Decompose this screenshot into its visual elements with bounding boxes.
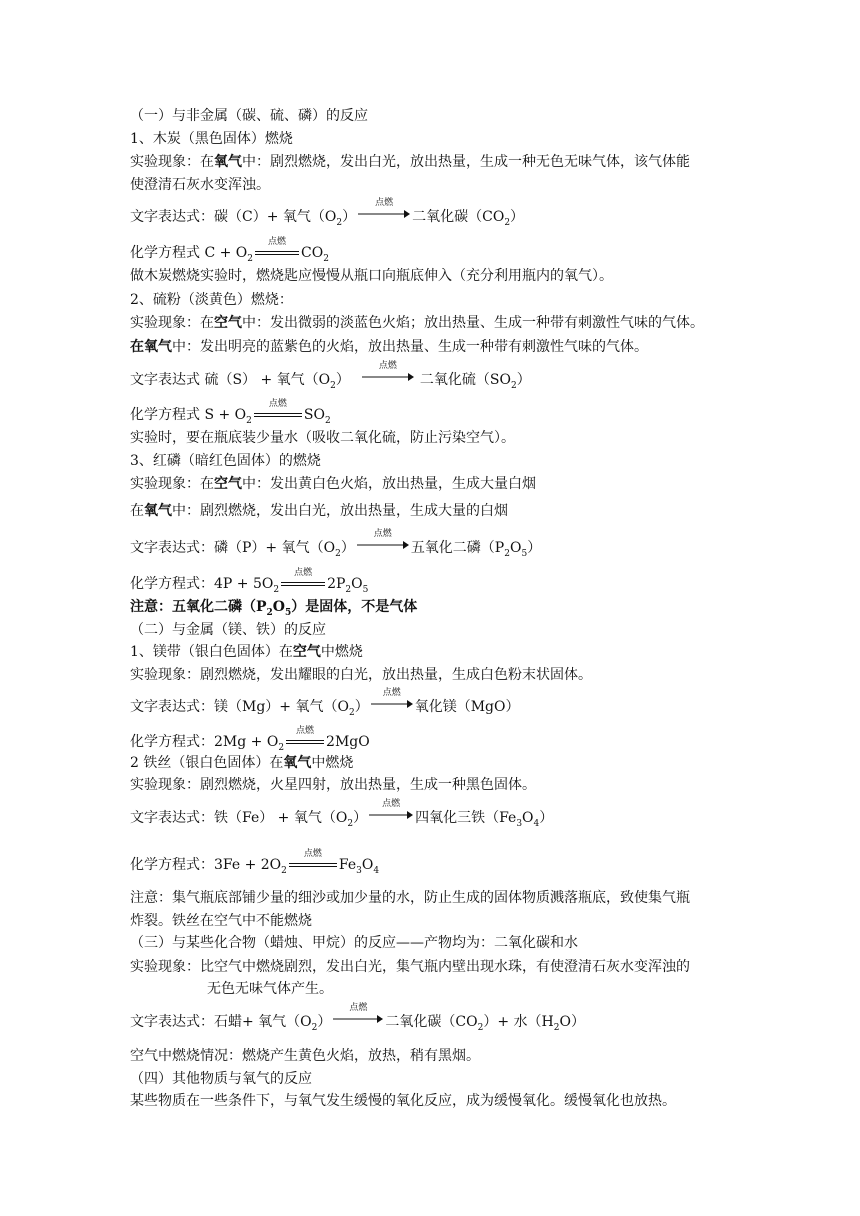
text-line: 某些物质在一些条件下，与氧气发生缓慢的氧化反应，成为缓慢氧化。缓慢氧化也放热。 <box>130 1093 676 1109</box>
text-line: 使澄清石灰水变浑浊。 <box>130 177 270 193</box>
note-bold: 注意：五氧化二磷$(P_2O_5)$是固体，不是气体 <box>130 599 418 618</box>
chemical-equation-carbon: 化学方程式 $C + O_2$ 点燃 $CO_2$ <box>130 237 329 264</box>
equals-sign: 点燃 <box>255 243 299 257</box>
subheading-iron: 2 铁丝（银白色固体）在氧气中燃烧 <box>130 755 354 771</box>
word-equation-iron: 文字表达式：铁（Fe） + 氧气$(O_2)$ 点燃 四氧化三铁$(Fe_3O_4)$ <box>130 799 554 829</box>
reaction-arrow: 点燃 <box>371 697 413 711</box>
reaction-arrow: 点燃 <box>362 370 414 384</box>
section-heading-4: （四）其他物质与氧气的反应 <box>130 1071 312 1087</box>
equals-sign: 点燃 <box>289 855 337 869</box>
text-line: 实验现象：剧烈燃烧，发出耀眼的白光，放出热量，生成白色粉末状固体。 <box>130 667 592 683</box>
text-line: 实验现象：在氧气中：剧烈燃烧，发出白光，放出热量，生成一种无色无味气体，该气体能 <box>130 154 690 170</box>
chemical-equation-phosphorus: 化学方程式：$4P + 5O_2$ 点燃 $2P_2O_5$ <box>130 568 369 595</box>
reaction-arrow: 点燃 <box>358 207 410 221</box>
text-line: 实验现象：在空气中：发出微弱的淡蓝色火焰；放出热量、生成一种带有刺激性气味的气体。 <box>130 315 704 331</box>
reaction-arrow: 点燃 <box>357 538 409 552</box>
equals-sign: 点燃 <box>281 574 325 588</box>
reaction-arrow: 点燃 <box>369 808 413 822</box>
word-equation-carbon: 文字表达式：碳（C）+ 氧气$(O_2)$ 点燃 二氧化碳$(CO_2)$ <box>130 198 525 228</box>
chemical-equation-sulfur: 化学方程式 $S + O_2$ 点燃 $SO_2$ <box>130 399 331 426</box>
section-heading-2: （二）与金属（镁、铁）的反应 <box>130 622 326 638</box>
text-line: 实验时，要在瓶底装少量水（吸收二氧化硫，防止污染空气）。 <box>130 430 515 446</box>
equals-sign: 点燃 <box>286 732 324 746</box>
subheading-phosphorus: 3、红磷（暗红色固体）的燃烧 <box>130 453 321 469</box>
subheading-sulfur: 2、硫粉（淡黄色）燃烧： <box>130 292 293 308</box>
equals-sign: 点燃 <box>254 405 302 419</box>
text-line: 实验现象：在空气中：发出黄白色火焰，放出热量，生成大量白烟 <box>130 476 536 492</box>
text-line: 空气中燃烧情况：燃烧产生黄色火焰，放热，稍有黑烟。 <box>130 1048 480 1064</box>
subheading-magnesium: 1、镁带（银白色固体）在空气中燃烧 <box>130 644 363 660</box>
text-line: 实验现象：剧烈燃烧，火星四射，放出热量，生成一种黑色固体。 <box>130 777 536 793</box>
section-heading-1: （一）与非金属（碳、硫、磷）的反应 <box>130 108 368 124</box>
text-line: 做木炭燃烧实验时，燃烧匙应慢慢从瓶口向瓶底伸入（充分利用瓶内的氧气）。 <box>130 268 613 284</box>
reaction-arrow: 点燃 <box>333 1012 383 1026</box>
chemical-equation-magnesium: 化学方程式：$2Mg + O_2$ 点燃 2MgO <box>130 726 370 753</box>
word-equation-paraffin: 文字表达式：石蜡+ 氧气$(O_2)$ 点燃 二氧化碳$(CO_2)+$ 水$(H_2O)$ <box>130 1003 585 1033</box>
section-heading-3: （三）与某些化合物（蜡烛、甲烷）的反应——产物均为：二氧化碳和水 <box>130 935 578 951</box>
word-equation-magnesium: 文字表达式：镁（Mg）+ 氧气$(O_2)$ 点燃 氧化镁（MgO） <box>130 688 520 718</box>
word-equation-sulfur: 文字表达式 硫（S） + 氧气$(O_2)$ 点燃 二氧化硫$(SO_2)$ <box>130 361 531 391</box>
text-line: 注意：集气瓶底部铺少量的细沙或加少量的水，防止生成的固体物质溅落瓶底，致使集气瓶 <box>130 890 690 906</box>
text-line: 在氧气中：剧烈燃烧，发出白光，放出热量，生成大量的白烟 <box>130 503 508 519</box>
text-line: 炸裂。铁丝在空气中不能燃烧 <box>130 913 312 929</box>
text-line: 实验现象：比空气中燃烧剧烈，发出白光，集气瓶内壁出现水珠，有使澄清石灰水变浑浊的 <box>130 959 690 975</box>
text-line: 在氧气中：发出明亮的蓝紫色的火焰，放出热量、生成一种带有刺激性气味的气体。 <box>130 339 648 355</box>
word-equation-phosphorus: 文字表达式：磷（P）+ 氧气$(O_2)$ 点燃 五氧化二磷$(P_2O_5)$ <box>130 529 542 559</box>
text-line: 无色无味气体产生。 <box>207 981 333 997</box>
chemical-equation-iron: 化学方程式：$3Fe + 2O_2$ 点燃 $Fe_3O_4$ <box>130 849 380 876</box>
subheading-charcoal: 1、木炭（黑色固体）燃烧 <box>130 131 293 147</box>
